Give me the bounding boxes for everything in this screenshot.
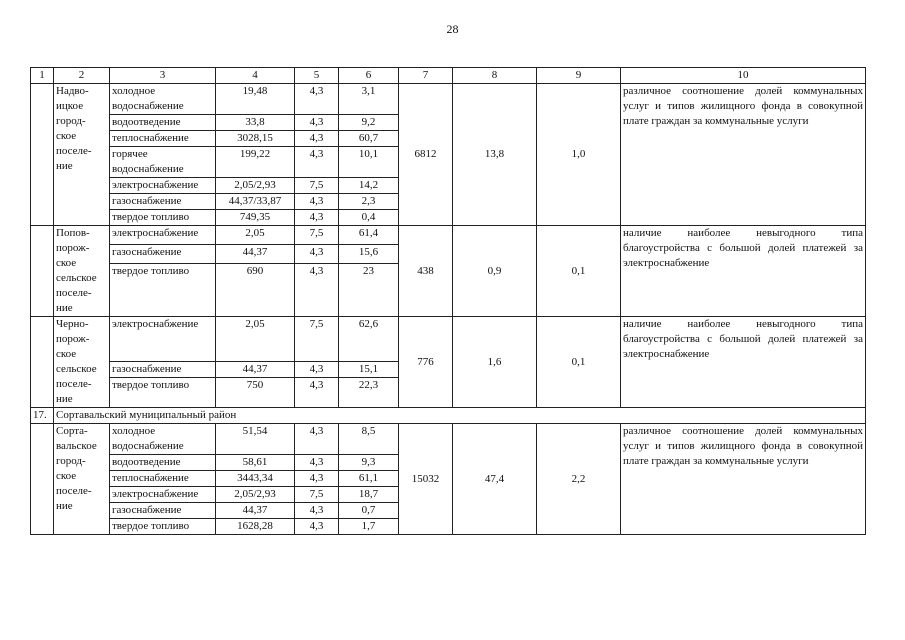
settlement-name: Сорта- вальское город- ское поселе- ние bbox=[54, 424, 110, 535]
tariff-value: 58,61 bbox=[216, 455, 295, 471]
service-name: электроснабжение bbox=[110, 317, 216, 362]
index-value: 7,5 bbox=[295, 178, 339, 194]
column-header: 6 bbox=[339, 68, 399, 84]
share-value: 15,1 bbox=[339, 362, 399, 378]
col8-value: 13,8 bbox=[453, 84, 537, 226]
note-text: различное соотношение долей коммунальных услуг и типов жилищного фонда в совокупной плате граждан за коммунальные услуги bbox=[621, 424, 866, 535]
tariff-value: 750 bbox=[216, 378, 295, 408]
tariff-value: 2,05 bbox=[216, 317, 295, 362]
row-number-cell bbox=[31, 226, 54, 317]
column-header: 9 bbox=[537, 68, 621, 84]
share-value: 9,3 bbox=[339, 455, 399, 471]
index-value: 4,3 bbox=[295, 378, 339, 408]
col9-value: 0,1 bbox=[537, 226, 621, 317]
service-name: газоснабжение bbox=[110, 503, 216, 519]
index-value: 7,5 bbox=[295, 317, 339, 362]
column-header: 7 bbox=[399, 68, 453, 84]
share-value: 14,2 bbox=[339, 178, 399, 194]
col9-value: 0,1 bbox=[537, 317, 621, 408]
service-name: горячее водоснабжение bbox=[110, 147, 216, 178]
table-row bbox=[31, 424, 866, 455]
col8-value: 47,4 bbox=[453, 424, 537, 535]
index-value: 4,3 bbox=[295, 115, 339, 131]
service-name: водоотведение bbox=[110, 115, 216, 131]
tariff-value: 51,54 bbox=[216, 424, 295, 455]
header-row bbox=[31, 68, 866, 84]
column-header: 1 bbox=[31, 68, 54, 84]
share-value: 23 bbox=[339, 263, 399, 316]
col7-value: 438 bbox=[399, 226, 453, 317]
district-name: Сортавальский муниципальный район bbox=[54, 408, 866, 424]
service-name: теплоснабжение bbox=[110, 471, 216, 487]
column-header: 5 bbox=[295, 68, 339, 84]
service-name: газоснабжение bbox=[110, 362, 216, 378]
col9-value: 1,0 bbox=[537, 84, 621, 226]
row-number-cell bbox=[31, 424, 54, 535]
share-value: 61,1 bbox=[339, 471, 399, 487]
index-value: 4,3 bbox=[295, 424, 339, 455]
tariff-value: 44,37 bbox=[216, 362, 295, 378]
row-number-cell bbox=[31, 84, 54, 226]
index-value: 4,3 bbox=[295, 84, 339, 115]
district-row bbox=[31, 408, 866, 424]
index-value: 4,3 bbox=[295, 210, 339, 226]
share-value: 61,4 bbox=[339, 226, 399, 245]
share-value: 18,7 bbox=[339, 487, 399, 503]
tariff-value: 44,37 bbox=[216, 244, 295, 263]
service-name: газоснабжение bbox=[110, 194, 216, 210]
tariff-value: 33,8 bbox=[216, 115, 295, 131]
tariff-value: 3028,15 bbox=[216, 131, 295, 147]
share-value: 8,5 bbox=[339, 424, 399, 455]
col9-value: 2,2 bbox=[537, 424, 621, 535]
table-row bbox=[31, 317, 866, 362]
note-text: наличие наиболее невыгодного типа благоустройства с большой долей платежей за электроснабжение bbox=[621, 317, 866, 408]
column-header: 4 bbox=[216, 68, 295, 84]
index-value: 4,3 bbox=[295, 362, 339, 378]
col7-value: 15032 bbox=[399, 424, 453, 535]
settlement-name: Надво- ицкое город- ское поселе- ние bbox=[54, 84, 110, 226]
index-value: 4,3 bbox=[295, 519, 339, 535]
service-name: твердое топливо bbox=[110, 210, 216, 226]
index-value: 7,5 bbox=[295, 226, 339, 245]
tariff-value: 199,22 bbox=[216, 147, 295, 178]
tariff-value: 749,35 bbox=[216, 210, 295, 226]
service-name: электроснабжение bbox=[110, 487, 216, 503]
service-name: электроснабжение bbox=[110, 226, 216, 245]
column-header: 8 bbox=[453, 68, 537, 84]
col8-value: 0,9 bbox=[453, 226, 537, 317]
note-text: наличие наиболее невыгодного типа благоустройства с большой долей платежей за электроснабжение bbox=[621, 226, 866, 317]
tariff-value: 2,05/2,93 bbox=[216, 487, 295, 503]
tariff-table bbox=[30, 67, 866, 535]
share-value: 0,4 bbox=[339, 210, 399, 226]
index-value: 4,3 bbox=[295, 455, 339, 471]
tariff-value: 2,05/2,93 bbox=[216, 178, 295, 194]
note-text: различное соотношение долей коммунальных услуг и типов жилищного фонда в совокупной плате граждан за коммунальные услуги bbox=[621, 84, 866, 226]
index-value: 4,3 bbox=[295, 194, 339, 210]
service-name: холодное водоснабжение bbox=[110, 84, 216, 115]
district-number: 17. bbox=[31, 408, 54, 424]
table-row bbox=[31, 226, 866, 245]
share-value: 62,6 bbox=[339, 317, 399, 362]
tariff-value: 3443,34 bbox=[216, 471, 295, 487]
share-value: 9,2 bbox=[339, 115, 399, 131]
service-name: твердое топливо bbox=[110, 378, 216, 408]
index-value: 4,3 bbox=[295, 471, 339, 487]
service-name: твердое топливо bbox=[110, 519, 216, 535]
row-number-cell bbox=[31, 317, 54, 408]
service-name: холодное водоснабжение bbox=[110, 424, 216, 455]
index-value: 4,3 bbox=[295, 147, 339, 178]
col8-value: 1,6 bbox=[453, 317, 537, 408]
column-header: 10 bbox=[621, 68, 866, 84]
tariff-value: 44,37 bbox=[216, 503, 295, 519]
service-name: водоотведение bbox=[110, 455, 216, 471]
service-name: газоснабжение bbox=[110, 244, 216, 263]
settlement-name: Черно- порож- ское сельское поселе- ние bbox=[54, 317, 110, 408]
tariff-value: 2,05 bbox=[216, 226, 295, 245]
service-name: теплоснабжение bbox=[110, 131, 216, 147]
share-value: 1,7 bbox=[339, 519, 399, 535]
service-name: твердое топливо bbox=[110, 263, 216, 316]
share-value: 15,6 bbox=[339, 244, 399, 263]
tariff-value: 690 bbox=[216, 263, 295, 316]
share-value: 0,7 bbox=[339, 503, 399, 519]
share-value: 22,3 bbox=[339, 378, 399, 408]
service-name: электроснабжение bbox=[110, 178, 216, 194]
tariff-value: 19,48 bbox=[216, 84, 295, 115]
index-value: 4,3 bbox=[295, 503, 339, 519]
tariff-value: 1628,28 bbox=[216, 519, 295, 535]
table-row bbox=[31, 84, 866, 115]
page-number: 28 bbox=[446, 22, 459, 36]
col7-value: 6812 bbox=[399, 84, 453, 226]
share-value: 60,7 bbox=[339, 131, 399, 147]
column-header: 2 bbox=[54, 68, 110, 84]
tariff-value: 44,37/33,87 bbox=[216, 194, 295, 210]
col7-value: 776 bbox=[399, 317, 453, 408]
index-value: 4,3 bbox=[295, 263, 339, 316]
settlement-name: Попов- порож- ское сельское поселе- ние bbox=[54, 226, 110, 317]
index-value: 4,3 bbox=[295, 131, 339, 147]
share-value: 2,3 bbox=[339, 194, 399, 210]
share-value: 10,1 bbox=[339, 147, 399, 178]
index-value: 7,5 bbox=[295, 487, 339, 503]
share-value: 3,1 bbox=[339, 84, 399, 115]
index-value: 4,3 bbox=[295, 244, 339, 263]
column-header: 3 bbox=[110, 68, 216, 84]
